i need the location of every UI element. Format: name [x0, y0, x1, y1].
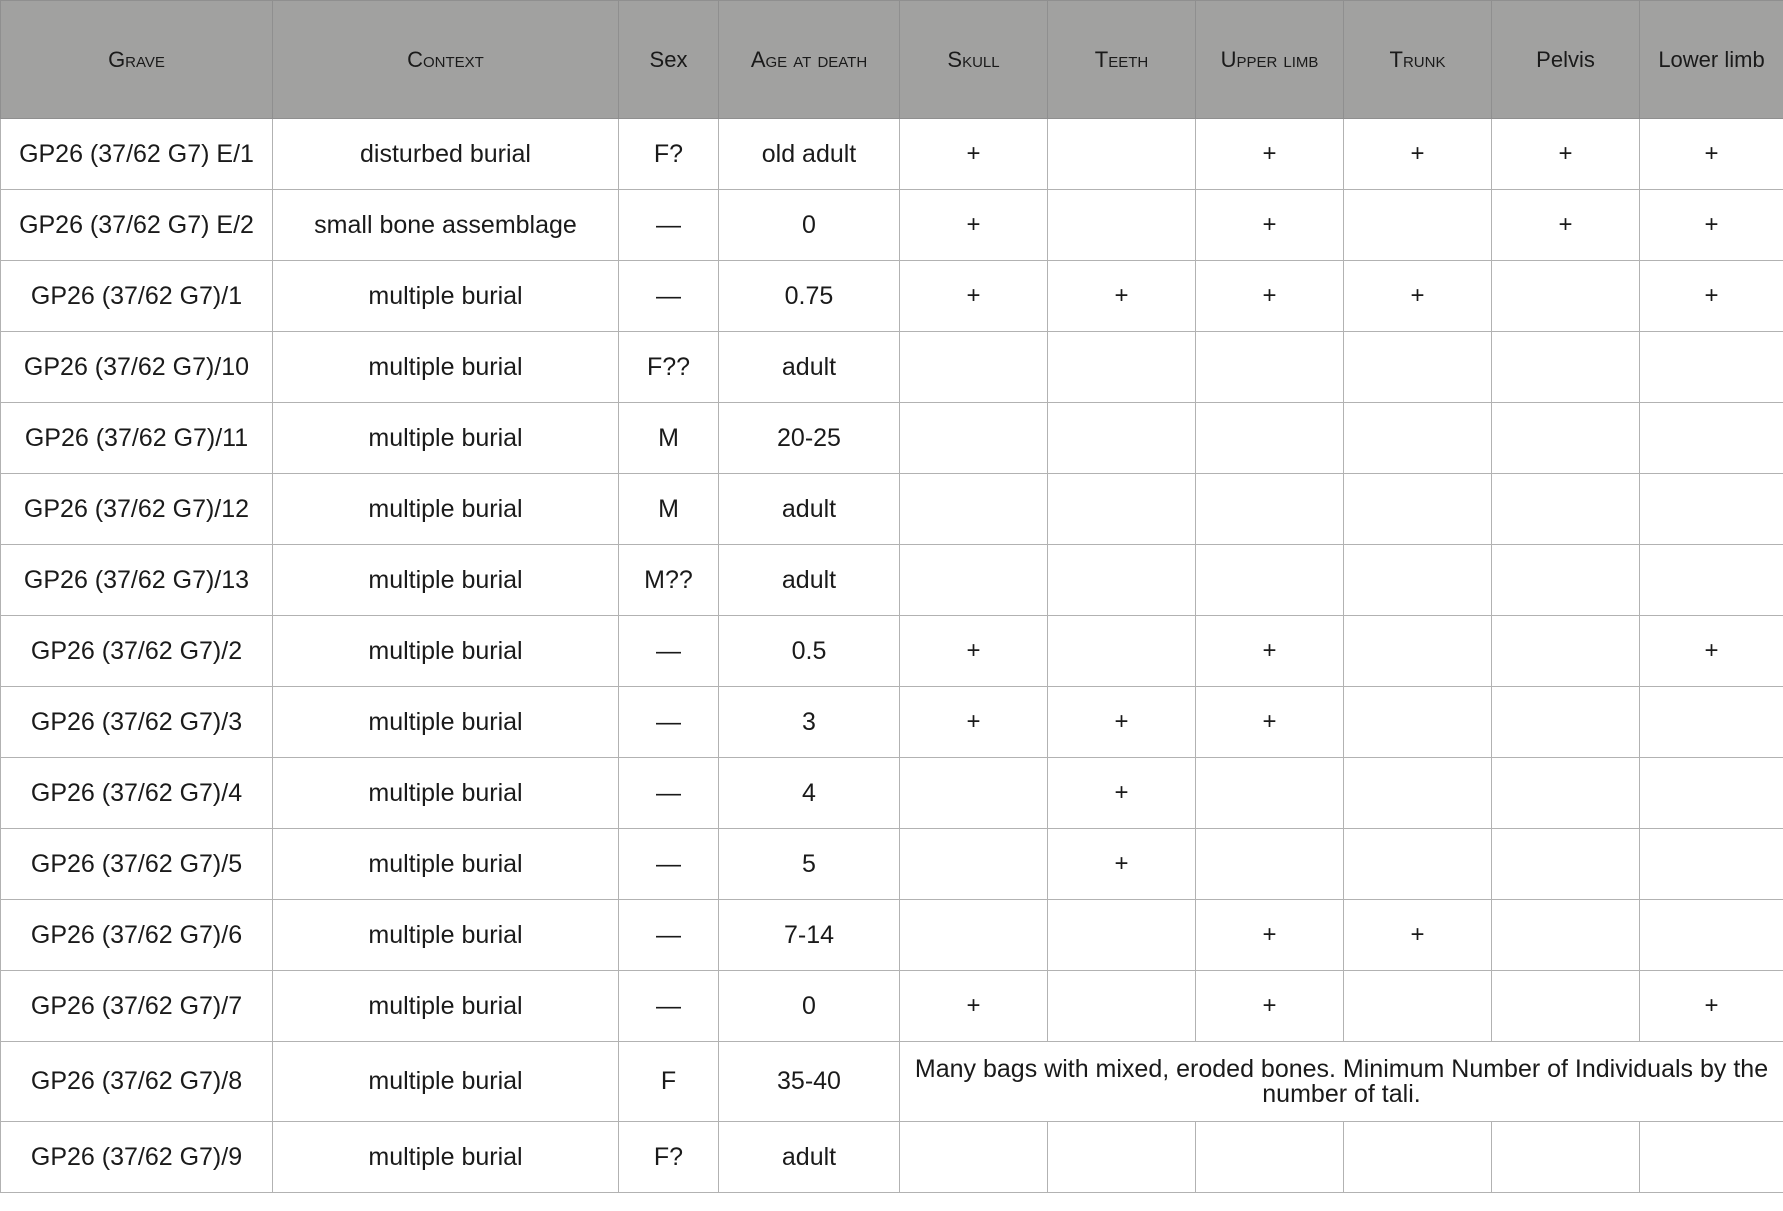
- trunk-presence-cell: [1344, 758, 1492, 829]
- teeth-presence-cell: [1048, 119, 1196, 190]
- pelvis-presence-cell: [1492, 758, 1640, 829]
- sex-cell: —: [619, 829, 719, 900]
- table-row: [1, 758, 1783, 829]
- teeth-presence-cell: +: [1048, 261, 1196, 332]
- upper-limb-presence-cell: [1196, 545, 1344, 616]
- column-header-grave: Grave: [1, 1, 273, 119]
- context-cell: multiple burial: [273, 900, 619, 971]
- table-row: [1, 616, 1783, 687]
- grave-cell: GP26 (37/62 G7)/6: [1, 900, 273, 971]
- context-cell: multiple burial: [273, 829, 619, 900]
- sex-cell: M: [619, 403, 719, 474]
- trunk-presence-cell: [1344, 971, 1492, 1042]
- upper-limb-presence-cell: +: [1196, 190, 1344, 261]
- age-cell: adult: [719, 545, 900, 616]
- age-cell: 0: [719, 190, 900, 261]
- upper-limb-presence-cell: [1196, 403, 1344, 474]
- upper-limb-presence-cell: [1196, 758, 1344, 829]
- skull-presence-cell: [900, 474, 1048, 545]
- sex-cell: —: [619, 616, 719, 687]
- lower-limb-presence-cell: [1640, 474, 1783, 545]
- grave-cell: GP26 (37/62 G7)/7: [1, 971, 273, 1042]
- pelvis-presence-cell: [1492, 687, 1640, 758]
- grave-cell: GP26 (37/62 G7)/11: [1, 403, 273, 474]
- upper-limb-presence-cell: +: [1196, 119, 1344, 190]
- lower-limb-presence-cell: +: [1640, 119, 1783, 190]
- teeth-presence-cell: [1048, 190, 1196, 261]
- teeth-presence-cell: [1048, 474, 1196, 545]
- column-header-context: Context: [273, 1, 619, 119]
- sex-cell: —: [619, 971, 719, 1042]
- age-cell: 0.5: [719, 616, 900, 687]
- table-row: [1, 119, 1783, 190]
- column-header-upper-limb: Upper limb: [1196, 1, 1344, 119]
- age-cell: adult: [719, 1122, 900, 1193]
- lower-limb-presence-cell: [1640, 758, 1783, 829]
- age-cell: 3: [719, 687, 900, 758]
- lower-limb-presence-cell: [1640, 829, 1783, 900]
- sex-cell: F: [619, 1042, 719, 1122]
- table-row: [1, 1122, 1783, 1193]
- upper-limb-presence-cell: [1196, 1122, 1344, 1193]
- pelvis-presence-cell: [1492, 474, 1640, 545]
- lower-limb-presence-cell: [1640, 900, 1783, 971]
- trunk-presence-cell: [1344, 687, 1492, 758]
- column-header-pelvis: Pelvis: [1492, 1, 1640, 119]
- sex-cell: M??: [619, 545, 719, 616]
- grave-cell: GP26 (37/62 G7)/5: [1, 829, 273, 900]
- column-header-teeth: Teeth: [1048, 1, 1196, 119]
- upper-limb-presence-cell: +: [1196, 261, 1344, 332]
- grave-cell: GP26 (37/62 G7)/9: [1, 1122, 273, 1193]
- age-cell: adult: [719, 332, 900, 403]
- age-cell: old adult: [719, 119, 900, 190]
- skull-presence-cell: +: [900, 687, 1048, 758]
- skull-presence-cell: [900, 332, 1048, 403]
- lower-limb-presence-cell: +: [1640, 261, 1783, 332]
- skull-presence-cell: [900, 403, 1048, 474]
- context-cell: multiple burial: [273, 616, 619, 687]
- grave-cell: GP26 (37/62 G7) E/2: [1, 190, 273, 261]
- column-header-skull: Skull: [900, 1, 1048, 119]
- column-header-lower-limb: Lower limb: [1640, 1, 1783, 119]
- lower-limb-presence-cell: [1640, 1122, 1783, 1193]
- lower-limb-presence-cell: +: [1640, 190, 1783, 261]
- column-header-sex: Sex: [619, 1, 719, 119]
- context-cell: multiple burial: [273, 687, 619, 758]
- column-header-trunk: Trunk: [1344, 1, 1492, 119]
- upper-limb-presence-cell: +: [1196, 900, 1344, 971]
- lower-limb-presence-cell: [1640, 545, 1783, 616]
- table-row: [1, 971, 1783, 1042]
- table-body: [1, 119, 1783, 1193]
- teeth-presence-cell: +: [1048, 829, 1196, 900]
- lower-limb-presence-cell: +: [1640, 616, 1783, 687]
- skull-presence-cell: [900, 900, 1048, 971]
- context-cell: multiple burial: [273, 474, 619, 545]
- skull-presence-cell: +: [900, 119, 1048, 190]
- table-row: [1, 474, 1783, 545]
- context-cell: multiple burial: [273, 261, 619, 332]
- upper-limb-presence-cell: [1196, 474, 1344, 545]
- context-cell: multiple burial: [273, 403, 619, 474]
- skull-presence-cell: +: [900, 971, 1048, 1042]
- skull-presence-cell: [900, 829, 1048, 900]
- table-row: [1, 190, 1783, 261]
- note-cell: Many bags with mixed, eroded bones. Minimum Number of Individuals by the number of tali.: [900, 1042, 1783, 1122]
- pelvis-presence-cell: [1492, 900, 1640, 971]
- context-cell: multiple burial: [273, 971, 619, 1042]
- pelvis-presence-cell: [1492, 971, 1640, 1042]
- skull-presence-cell: +: [900, 616, 1048, 687]
- grave-cell: GP26 (37/62 G7)/4: [1, 758, 273, 829]
- lower-limb-presence-cell: [1640, 403, 1783, 474]
- teeth-presence-cell: [1048, 616, 1196, 687]
- grave-cell: GP26 (37/62 G7)/13: [1, 545, 273, 616]
- skull-presence-cell: +: [900, 261, 1048, 332]
- age-cell: 0: [719, 971, 900, 1042]
- context-cell: multiple burial: [273, 545, 619, 616]
- table-row: [1, 829, 1783, 900]
- grave-cell: GP26 (37/62 G7)/8: [1, 1042, 273, 1122]
- sex-cell: —: [619, 687, 719, 758]
- grave-cell: GP26 (37/62 G7)/3: [1, 687, 273, 758]
- pelvis-presence-cell: [1492, 616, 1640, 687]
- skull-presence-cell: [900, 758, 1048, 829]
- trunk-presence-cell: [1344, 403, 1492, 474]
- upper-limb-presence-cell: [1196, 829, 1344, 900]
- upper-limb-presence-cell: +: [1196, 687, 1344, 758]
- table-row: [1, 687, 1783, 758]
- context-cell: small bone assemblage: [273, 190, 619, 261]
- trunk-presence-cell: +: [1344, 119, 1492, 190]
- teeth-presence-cell: +: [1048, 758, 1196, 829]
- age-cell: 5: [719, 829, 900, 900]
- sex-cell: —: [619, 900, 719, 971]
- age-cell: 7-14: [719, 900, 900, 971]
- teeth-presence-cell: [1048, 1122, 1196, 1193]
- pelvis-presence-cell: [1492, 829, 1640, 900]
- age-cell: adult: [719, 474, 900, 545]
- grave-cell: GP26 (37/62 G7)/1: [1, 261, 273, 332]
- table-row: [1, 545, 1783, 616]
- trunk-presence-cell: [1344, 474, 1492, 545]
- lower-limb-presence-cell: [1640, 687, 1783, 758]
- pelvis-presence-cell: +: [1492, 119, 1640, 190]
- grave-cell: GP26 (37/62 G7)/12: [1, 474, 273, 545]
- pelvis-presence-cell: [1492, 545, 1640, 616]
- age-cell: 4: [719, 758, 900, 829]
- teeth-presence-cell: [1048, 403, 1196, 474]
- teeth-presence-cell: [1048, 900, 1196, 971]
- context-cell: multiple burial: [273, 758, 619, 829]
- upper-limb-presence-cell: [1196, 332, 1344, 403]
- upper-limb-presence-cell: +: [1196, 616, 1344, 687]
- table-row: [1, 261, 1783, 332]
- lower-limb-presence-cell: +: [1640, 971, 1783, 1042]
- table-row: [1, 403, 1783, 474]
- table-row: [1, 900, 1783, 971]
- skull-presence-cell: +: [900, 190, 1048, 261]
- age-cell: 0.75: [719, 261, 900, 332]
- column-header-age: Age at death: [719, 1, 900, 119]
- trunk-presence-cell: [1344, 190, 1492, 261]
- age-cell: 35-40: [719, 1042, 900, 1122]
- trunk-presence-cell: +: [1344, 261, 1492, 332]
- sex-cell: F??: [619, 332, 719, 403]
- teeth-presence-cell: [1048, 545, 1196, 616]
- pelvis-presence-cell: [1492, 261, 1640, 332]
- trunk-presence-cell: [1344, 332, 1492, 403]
- teeth-presence-cell: +: [1048, 687, 1196, 758]
- trunk-presence-cell: [1344, 1122, 1492, 1193]
- context-cell: multiple burial: [273, 1122, 619, 1193]
- trunk-presence-cell: [1344, 616, 1492, 687]
- trunk-presence-cell: [1344, 829, 1492, 900]
- teeth-presence-cell: [1048, 332, 1196, 403]
- skull-presence-cell: [900, 545, 1048, 616]
- sex-cell: —: [619, 758, 719, 829]
- table-row: [1, 332, 1783, 403]
- context-cell: multiple burial: [273, 1042, 619, 1122]
- grave-cell: GP26 (37/62 G7)/10: [1, 332, 273, 403]
- table-row: [1, 1042, 1783, 1122]
- table-header: [1, 1, 1783, 119]
- pelvis-presence-cell: [1492, 1122, 1640, 1193]
- pelvis-presence-cell: [1492, 332, 1640, 403]
- sex-cell: —: [619, 190, 719, 261]
- sex-cell: F?: [619, 1122, 719, 1193]
- teeth-presence-cell: [1048, 971, 1196, 1042]
- header-row: [1, 1, 1783, 119]
- grave-cell: GP26 (37/62 G7)/2: [1, 616, 273, 687]
- sex-cell: F?: [619, 119, 719, 190]
- age-cell: 20-25: [719, 403, 900, 474]
- context-cell: disturbed burial: [273, 119, 619, 190]
- grave-cell: GP26 (37/62 G7) E/1: [1, 119, 273, 190]
- pelvis-presence-cell: +: [1492, 190, 1640, 261]
- pelvis-presence-cell: [1492, 403, 1640, 474]
- lower-limb-presence-cell: [1640, 332, 1783, 403]
- sex-cell: —: [619, 261, 719, 332]
- skull-presence-cell: [900, 1122, 1048, 1193]
- context-cell: multiple burial: [273, 332, 619, 403]
- trunk-presence-cell: +: [1344, 900, 1492, 971]
- upper-limb-presence-cell: +: [1196, 971, 1344, 1042]
- trunk-presence-cell: [1344, 545, 1492, 616]
- sex-cell: M: [619, 474, 719, 545]
